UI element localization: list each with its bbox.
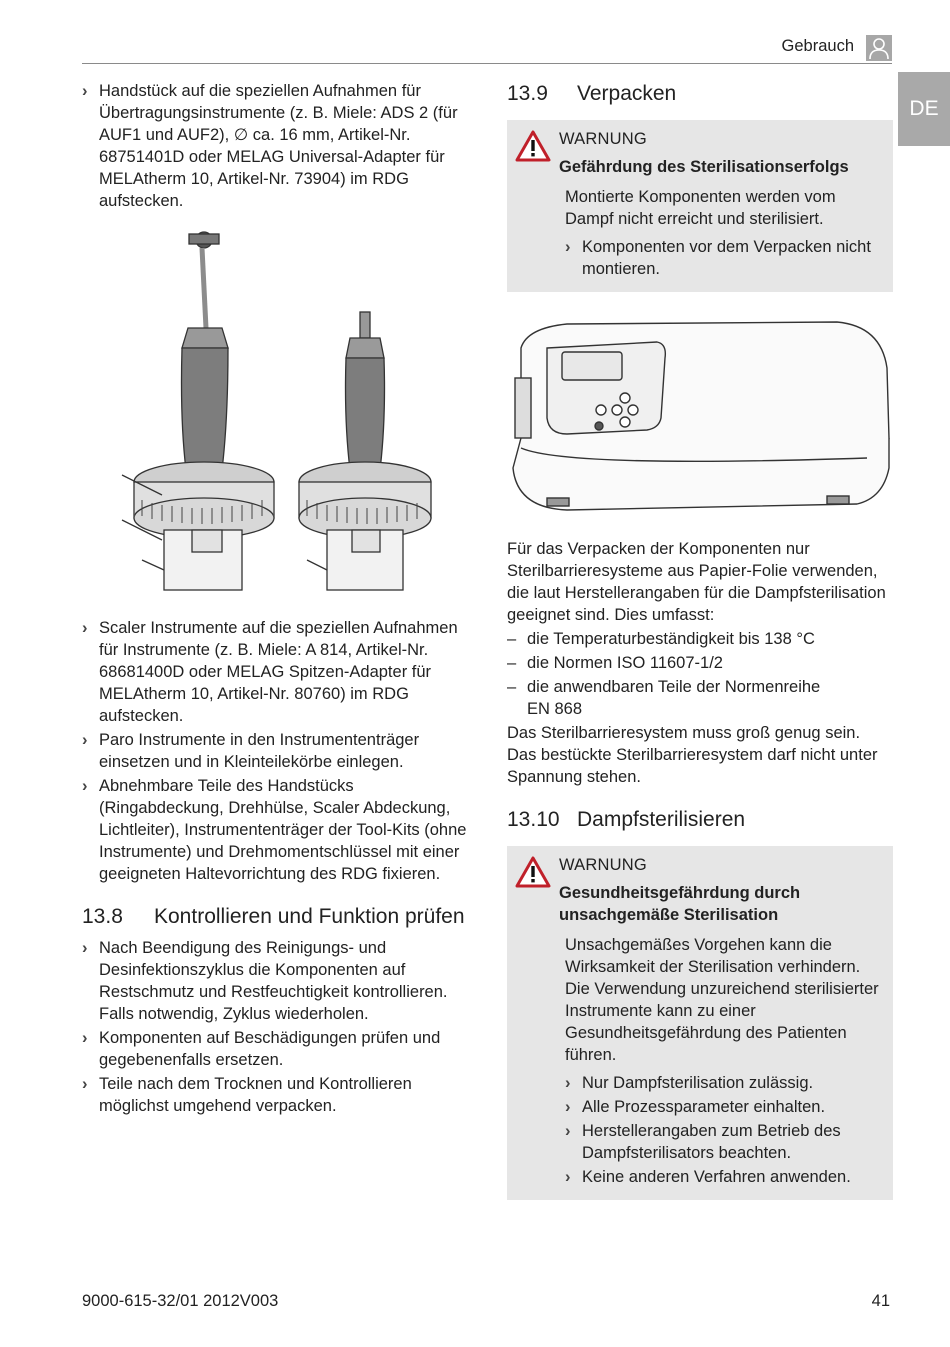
- warning-body: Montierte Komponenten werden vom Dampf nicht erreicht und sterilisiert.: [565, 188, 836, 228]
- section-heading-13-8: [82, 903, 474, 931]
- section-title: Verpacken: [577, 82, 677, 105]
- list-item: › Herstellerangaben zum Betrieb des Dampfsterilisators beachten.: [565, 1120, 881, 1164]
- warning-box: [507, 846, 893, 1200]
- warning-box: [507, 120, 893, 292]
- language-tab: DE: [898, 72, 950, 146]
- section-number: 13.10: [507, 808, 560, 831]
- section-number: 13.8: [82, 905, 123, 928]
- list-item: › Handstück auf die speziellen Aufnahmen für Übertragungsinstrumente (z. B. Miele: ADS 2 (für AUF1 und AUF2), ∅ ca. 16 mm, Artikel-Nr. 68751401D oder MELAG Universal-Adapter für MELAtherm 10, Artikel-Nr. 73904) im RDG aufstecken.: [82, 80, 474, 212]
- list-item: › Paro Instrumente in den Instrumententräger einsetzen und in Kleinteilekörbe einlegen.: [82, 729, 474, 773]
- document-id: 9000-615-32/01 2012V003: [82, 1292, 279, 1310]
- list-item: › Alle Prozessparameter einhalten.: [565, 1096, 881, 1118]
- user-icon: [866, 35, 892, 61]
- warning-icon: [515, 130, 551, 162]
- warning-subtitle: Gesundheitsgefährdung durch unsachgemäße Sterilisation: [559, 884, 801, 924]
- list-item: › Komponenten vor dem Verpacken nicht montieren.: [565, 236, 881, 280]
- list-item: – die Temperaturbeständigkeit bis 138 °C: [507, 628, 893, 650]
- list-item: › Nach Beendigung des Reinigungs- und Desinfektionszyklus die Komponenten auf Restschmutz und Restfeuchtigkeit kontrollieren. Falls notwendig, Zyklus wiederholen.: [82, 937, 474, 1025]
- header-rule: [82, 63, 892, 64]
- paragraph: Für das Verpacken der Komponenten nur Sterilbarrieresysteme aus Papier-Folie verwenden, die laut Herstellerangaben für die Dampfsterilisation geeignet sind. Dies umfasst:: [507, 540, 886, 624]
- list-item: › Nur Dampfsterilisation zulässig.: [565, 1072, 881, 1094]
- list-item: › Abnehmbare Teile des Handstücks (Ringabdeckung, Drehhülse, Scaler Abdeckung, Lichtleiter), Instrumententräger der Tool-Kits (ohne Instrumente) und Drehmomentschlüssel mit einer geeigneten Haltevorrichtung des RDG fixieren.: [82, 775, 474, 885]
- list-item: › Scaler Instrumente auf die speziellen Aufnahmen für Instrumente (z. B. Miele: A 814, Artikel-Nr. 68681400D oder MELAG Spitzen-Adapter für MELAtherm 10, Artikel-Nr. 80760) im RDG aufstecken.: [82, 617, 474, 727]
- section-title: Kontrollieren und Funktion prüfen: [154, 905, 465, 928]
- warning-label: WARNUNG: [559, 856, 647, 874]
- sealing-device-illustration: [507, 318, 893, 518]
- warning-body: Unsachgemäßes Vorgehen kann die Wirksamkeit der Sterilisation verhindern. Die Verwendung unzureichend sterilisierter Instrumente kann zu einer Gesundheitsgefährdung des Patienten führen.: [565, 936, 879, 1064]
- list-item: – die anwendbaren Teile der Normenreihe EN 868: [507, 676, 847, 720]
- list-item: › Komponenten auf Beschädigungen prüfen und gegebenenfalls ersetzen.: [82, 1027, 474, 1071]
- list-item: › Teile nach dem Trocknen und Kontrollieren möglichst umgehend verpacken.: [82, 1073, 474, 1117]
- list-item: › Keine anderen Verfahren anwenden.: [565, 1166, 881, 1188]
- page-number: 41: [871, 1292, 890, 1310]
- list-item: – die Normen ISO 11607-1/2: [507, 652, 893, 674]
- paragraph: Das Sterilbarrieresystem muss groß genug sein. Das bestückte Sterilbarrieresystem darf nicht unter Spannung stehen.: [507, 724, 878, 786]
- warning-subtitle: Gefährdung des Sterilisationserfolgs: [559, 158, 849, 176]
- header-section-title: Gebrauch: [781, 37, 854, 55]
- warning-label: WARNUNG: [559, 130, 647, 148]
- section-heading-13-10: [507, 806, 893, 834]
- right-column: [507, 80, 893, 1200]
- left-column: [82, 80, 474, 1119]
- warning-icon: [515, 856, 551, 888]
- section-title: Dampfsterilisieren: [577, 808, 746, 831]
- section-number: 13.9: [507, 82, 548, 105]
- section-heading-13-9: [507, 80, 893, 108]
- handpiece-illustration: [82, 220, 474, 605]
